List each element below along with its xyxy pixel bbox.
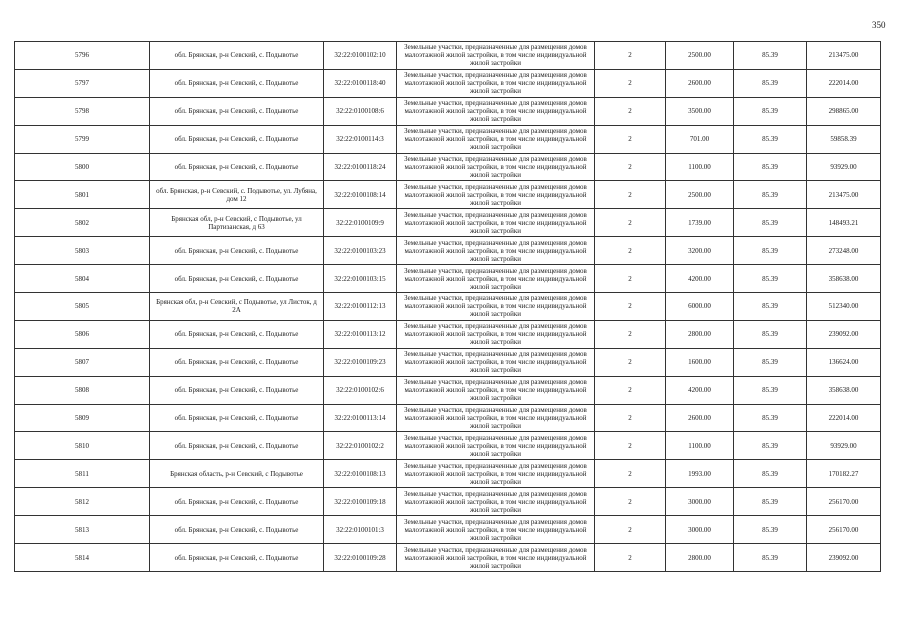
cadastral-value-cell: 93929.00	[807, 432, 881, 460]
land-purpose-cell: Земельные участки, предназначенные для размещения домов малоэтажной жилой застройки, в том числе индивидуальной жилой застройки	[397, 237, 595, 265]
area-cell: 3500.00	[666, 97, 734, 125]
address-cell: обл. Брянская, р-н Севский, с. Подывотье	[150, 320, 324, 348]
group-cell: 2	[595, 516, 666, 544]
row-number: 5805	[15, 293, 150, 321]
cadastral-number-cell: 32:22:0100114:3	[324, 125, 397, 153]
rate-cell: 85.39	[734, 544, 807, 572]
land-purpose-cell: Земельные участки, предназначенные для размещения домов малоэтажной жилой застройки, в том числе индивидуальной жилой застройки	[397, 42, 595, 70]
row-number: 5801	[15, 181, 150, 209]
cadastral-number-cell: 32:22:0100108:6	[324, 97, 397, 125]
address-cell: обл. Брянская, р-н Севский, с. Подывотье	[150, 237, 324, 265]
row-number: 5811	[15, 460, 150, 488]
area-cell: 2800.00	[666, 544, 734, 572]
land-purpose-cell: Земельные участки, предназначенные для размещения домов малоэтажной жилой застройки, в том числе индивидуальной жилой застройки	[397, 209, 595, 237]
table-row	[15, 404, 881, 432]
cadastral-value-cell: 222014.00	[807, 404, 881, 432]
table-row	[15, 432, 881, 460]
cadastral-number-cell: 32:22:0100118:24	[324, 153, 397, 181]
land-purpose-cell: Земельные участки, предназначенные для размещения домов малоэтажной жилой застройки, в том числе индивидуальной жилой застройки	[397, 404, 595, 432]
cadastral-value-cell: 213475.00	[807, 181, 881, 209]
group-cell: 2	[595, 432, 666, 460]
area-cell: 3000.00	[666, 516, 734, 544]
rate-cell: 85.39	[734, 460, 807, 488]
land-purpose-cell: Земельные участки, предназначенные для размещения домов малоэтажной жилой застройки, в том числе индивидуальной жилой застройки	[397, 69, 595, 97]
table-row	[15, 125, 881, 153]
row-number: 5807	[15, 348, 150, 376]
land-purpose-cell: Земельные участки, предназначенные для размещения домов малоэтажной жилой застройки, в том числе индивидуальной жилой застройки	[397, 265, 595, 293]
cadastral-number-cell: 32:22:0100113:12	[324, 320, 397, 348]
area-cell: 2500.00	[666, 181, 734, 209]
cadastral-number-cell: 32:22:0100103:23	[324, 237, 397, 265]
group-cell: 2	[595, 460, 666, 488]
table-row	[15, 376, 881, 404]
area-cell: 6000.00	[666, 293, 734, 321]
rate-cell: 85.39	[734, 432, 807, 460]
row-number: 5808	[15, 376, 150, 404]
rate-cell: 85.39	[734, 348, 807, 376]
address-cell: обл. Брянская, р-н Севский, с. Подывотье	[150, 265, 324, 293]
cadastral-value-cell: 136624.00	[807, 348, 881, 376]
address-cell: обл. Брянская, р-н Севский, с. Подывотье	[150, 69, 324, 97]
group-cell: 2	[595, 348, 666, 376]
cadastral-value-cell: 239092.00	[807, 320, 881, 348]
group-cell: 2	[595, 97, 666, 125]
address-cell: Брянская область, р-н Севский, с Подывотье	[150, 460, 324, 488]
address-cell: обл. Брянская, р-н Севский, с. Подывотье	[150, 42, 324, 70]
land-purpose-cell: Земельные участки, предназначенные для размещения домов малоэтажной жилой застройки, в том числе индивидуальной жилой застройки	[397, 460, 595, 488]
table-row	[15, 516, 881, 544]
address-cell: обл. Брянская, р-н Севский, с. Подывотье	[150, 348, 324, 376]
group-cell: 2	[595, 265, 666, 293]
cadastral-number-cell: 32:22:0100108:13	[324, 460, 397, 488]
rate-cell: 85.39	[734, 488, 807, 516]
address-cell: Брянская обл, р-н Севский, с Подывотье, ул Партизанская, д 63	[150, 209, 324, 237]
address-cell: обл. Брянская, р-н Севский, с. Подывотье	[150, 97, 324, 125]
table-row	[15, 153, 881, 181]
rate-cell: 85.39	[734, 181, 807, 209]
rate-cell: 85.39	[734, 97, 807, 125]
area-cell: 2600.00	[666, 404, 734, 432]
area-cell: 1100.00	[666, 153, 734, 181]
cadastral-value-cell: 273248.00	[807, 237, 881, 265]
row-number: 5810	[15, 432, 150, 460]
cadastral-value-cell: 358638.00	[807, 265, 881, 293]
cadastral-number-cell: 32:22:0100118:40	[324, 69, 397, 97]
group-cell: 2	[595, 125, 666, 153]
cadastral-value-cell: 298865.00	[807, 97, 881, 125]
rate-cell: 85.39	[734, 320, 807, 348]
address-cell: обл. Брянская, р-н Севский, с. Подывотье	[150, 544, 324, 572]
cadastral-number-cell: 32:22:0100109:9	[324, 209, 397, 237]
table-row	[15, 181, 881, 209]
cadastral-value-cell: 170182.27	[807, 460, 881, 488]
rate-cell: 85.39	[734, 153, 807, 181]
row-number: 5806	[15, 320, 150, 348]
row-number: 5800	[15, 153, 150, 181]
cadastral-number-cell: 32:22:0100108:14	[324, 181, 397, 209]
cadastral-number-cell: 32:22:0100109:23	[324, 348, 397, 376]
cadastral-number-cell: 32:22:0100103:15	[324, 265, 397, 293]
table-row	[15, 460, 881, 488]
area-cell: 1100.00	[666, 432, 734, 460]
area-cell: 1993.00	[666, 460, 734, 488]
address-cell: обл. Брянская, р-н Севский, с. Подывотье	[150, 376, 324, 404]
cadastral-number-cell: 32:22:0100102:10	[324, 42, 397, 70]
cadastral-number-cell: 32:22:0100102:6	[324, 376, 397, 404]
area-cell: 1739.00	[666, 209, 734, 237]
address-cell: обл. Брянская, р-н Севский, с. Подывотье, ул. Лубяна, дом 12	[150, 181, 324, 209]
cadastral-number-cell: 32:22:0100109:18	[324, 488, 397, 516]
area-cell: 701.00	[666, 125, 734, 153]
row-number: 5812	[15, 488, 150, 516]
cadastral-value-cell: 239092.00	[807, 544, 881, 572]
row-number: 5798	[15, 97, 150, 125]
row-number: 5799	[15, 125, 150, 153]
group-cell: 2	[595, 293, 666, 321]
rate-cell: 85.39	[734, 404, 807, 432]
rate-cell: 85.39	[734, 209, 807, 237]
row-number: 5814	[15, 544, 150, 572]
address-cell: обл. Брянская, р-н Севский, с. Подывотье	[150, 404, 324, 432]
table-row	[15, 42, 881, 70]
area-cell: 2500.00	[666, 42, 734, 70]
group-cell: 2	[595, 153, 666, 181]
row-number: 5802	[15, 209, 150, 237]
area-cell: 3200.00	[666, 237, 734, 265]
group-cell: 2	[595, 69, 666, 97]
row-number: 5803	[15, 237, 150, 265]
group-cell: 2	[595, 181, 666, 209]
cadastral-value-cell: 222014.00	[807, 69, 881, 97]
cadastral-number-cell: 32:22:0100112:13	[324, 293, 397, 321]
page-number: 350	[872, 20, 886, 30]
land-purpose-cell: Земельные участки, предназначенные для размещения домов малоэтажной жилой застройки, в том числе индивидуальной жилой застройки	[397, 544, 595, 572]
table-body	[15, 42, 881, 572]
table-row	[15, 544, 881, 572]
table-row	[15, 320, 881, 348]
land-purpose-cell: Земельные участки, предназначенные для размещения домов малоэтажной жилой застройки, в том числе индивидуальной жилой застройки	[397, 181, 595, 209]
table-row	[15, 348, 881, 376]
land-purpose-cell: Земельные участки, предназначенные для размещения домов малоэтажной жилой застройки, в том числе индивидуальной жилой застройки	[397, 320, 595, 348]
cadastral-value-cell: 512340.00	[807, 293, 881, 321]
row-number: 5804	[15, 265, 150, 293]
group-cell: 2	[595, 237, 666, 265]
rate-cell: 85.39	[734, 293, 807, 321]
cadastral-number-cell: 32:22:0100102:2	[324, 432, 397, 460]
row-number: 5813	[15, 516, 150, 544]
rate-cell: 85.39	[734, 376, 807, 404]
area-cell: 1600.00	[666, 348, 734, 376]
table-row	[15, 488, 881, 516]
group-cell: 2	[595, 376, 666, 404]
cadastral-value-cell: 59858.39	[807, 125, 881, 153]
rate-cell: 85.39	[734, 516, 807, 544]
cadastral-value-cell: 148493.21	[807, 209, 881, 237]
rate-cell: 85.39	[734, 237, 807, 265]
land-purpose-cell: Земельные участки, предназначенные для размещения домов малоэтажной жилой застройки, в том числе индивидуальной жилой застройки	[397, 293, 595, 321]
rate-cell: 85.39	[734, 69, 807, 97]
land-purpose-cell: Земельные участки, предназначенные для размещения домов малоэтажной жилой застройки, в том числе индивидуальной жилой застройки	[397, 125, 595, 153]
cadastral-number-cell: 32:22:0100109:28	[324, 544, 397, 572]
rate-cell: 85.39	[734, 265, 807, 293]
group-cell: 2	[595, 320, 666, 348]
table-row	[15, 265, 881, 293]
land-purpose-cell: Земельные участки, предназначенные для размещения домов малоэтажной жилой застройки, в том числе индивидуальной жилой застройки	[397, 153, 595, 181]
land-purpose-cell: Земельные участки, предназначенные для размещения домов малоэтажной жилой застройки, в том числе индивидуальной жилой застройки	[397, 516, 595, 544]
cadastral-number-cell: 32:22:0100101:3	[324, 516, 397, 544]
address-cell: обл. Брянская, р-н Севский, с. Подывотье	[150, 488, 324, 516]
group-cell: 2	[595, 209, 666, 237]
area-cell: 3000.00	[666, 488, 734, 516]
row-number: 5797	[15, 69, 150, 97]
address-cell: обл. Брянская, р-н Севский, с. Подывотье	[150, 516, 324, 544]
group-cell: 2	[595, 488, 666, 516]
land-purpose-cell: Земельные участки, предназначенные для размещения домов малоэтажной жилой застройки, в том числе индивидуальной жилой застройки	[397, 376, 595, 404]
address-cell: обл. Брянская, р-н Севский, с. Подывотье	[150, 153, 324, 181]
cadastral-value-cell: 213475.00	[807, 42, 881, 70]
land-purpose-cell: Земельные участки, предназначенные для размещения домов малоэтажной жилой застройки, в том числе индивидуальной жилой застройки	[397, 348, 595, 376]
land-purpose-cell: Земельные участки, предназначенные для размещения домов малоэтажной жилой застройки, в том числе индивидуальной жилой застройки	[397, 488, 595, 516]
land-purpose-cell: Земельные участки, предназначенные для размещения домов малоэтажной жилой застройки, в том числе индивидуальной жилой застройки	[397, 97, 595, 125]
row-number: 5809	[15, 404, 150, 432]
address-cell: обл. Брянская, р-н Севский, с. Подывотье	[150, 432, 324, 460]
row-number: 5796	[15, 42, 150, 70]
area-cell: 4200.00	[666, 265, 734, 293]
group-cell: 2	[595, 544, 666, 572]
table-row	[15, 69, 881, 97]
land-purpose-cell: Земельные участки, предназначенные для размещения домов малоэтажной жилой застройки, в том числе индивидуальной жилой застройки	[397, 432, 595, 460]
area-cell: 2600.00	[666, 69, 734, 97]
cadastral-value-cell: 93929.00	[807, 153, 881, 181]
table-row	[15, 97, 881, 125]
rate-cell: 85.39	[734, 42, 807, 70]
cadastral-register-table	[14, 41, 881, 572]
cadastral-value-cell: 256170.00	[807, 488, 881, 516]
cadastral-value-cell: 256170.00	[807, 516, 881, 544]
table-row	[15, 209, 881, 237]
cadastral-number-cell: 32:22:0100113:14	[324, 404, 397, 432]
address-cell: обл. Брянская, р-н Севский, с. Подывотье	[150, 125, 324, 153]
table-row	[15, 237, 881, 265]
group-cell: 2	[595, 404, 666, 432]
rate-cell: 85.39	[734, 125, 807, 153]
address-cell: Брянская обл, р-н Севский, с Подывотье, ул Листок, д 2А	[150, 293, 324, 321]
area-cell: 4200.00	[666, 376, 734, 404]
group-cell: 2	[595, 42, 666, 70]
table-row	[15, 293, 881, 321]
cadastral-value-cell: 358638.00	[807, 376, 881, 404]
area-cell: 2800.00	[666, 320, 734, 348]
